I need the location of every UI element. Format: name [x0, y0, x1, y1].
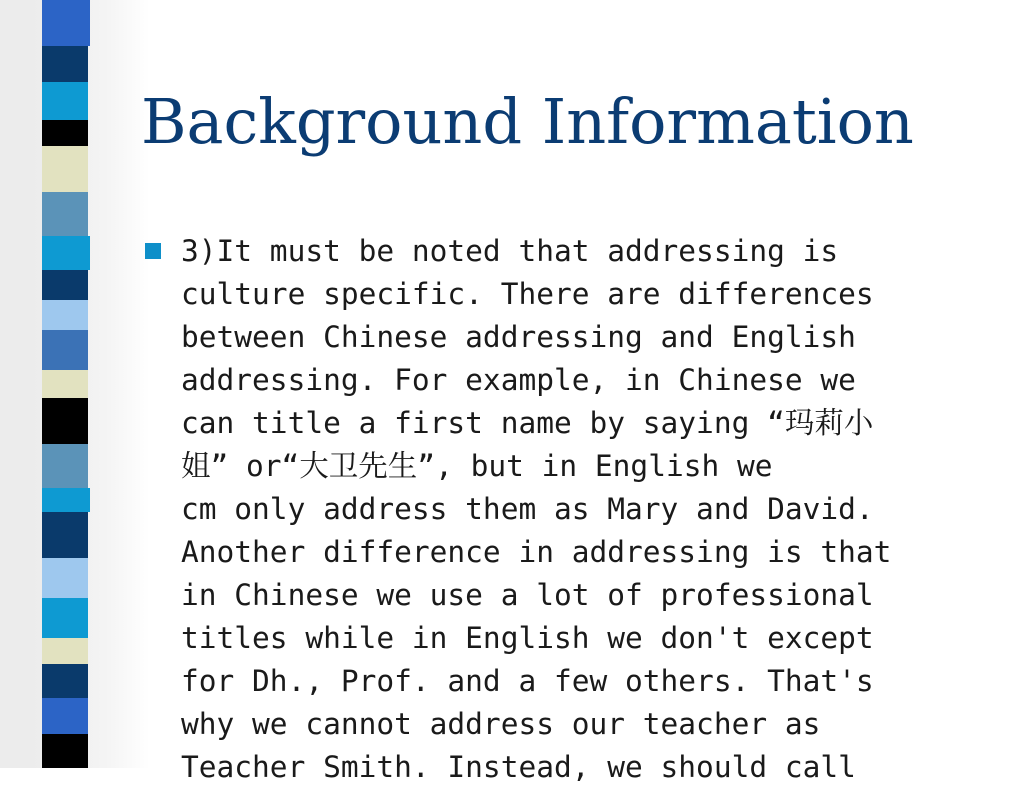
stripe-segment: [42, 444, 88, 488]
bullet-text-line: Another difference in addressing is that: [181, 535, 892, 569]
stripe-segment: [42, 0, 90, 46]
stripe-segment: [42, 734, 88, 768]
bullet-text-line: 3)It must be noted that addressing is: [181, 234, 839, 268]
stripe-segment: [42, 120, 88, 146]
bullet-text-line: 姐” or“大卫先生”, but in English we: [181, 449, 773, 483]
stripe-segment: [42, 598, 88, 638]
stripe-segment: [42, 370, 88, 398]
bullet-text-line: cm only address them as Mary and David.: [181, 492, 874, 526]
bullet-text-line: in Chinese we use a lot of professional: [181, 578, 874, 612]
bullet-text-line: Teacher Smith. Instead, we should call: [181, 750, 856, 784]
bullet-text-line: culture specific. There are differences: [181, 277, 874, 311]
stripe-segment: [42, 270, 88, 300]
bullet-text-line: why we cannot address our teacher as: [181, 707, 821, 741]
stripe-segment: [42, 300, 88, 330]
stripe-segment: [42, 146, 88, 192]
stripe-segment: [42, 638, 88, 664]
stripe-segment: [42, 664, 88, 698]
stripe-segment: [42, 488, 90, 512]
stripe-segment: [42, 512, 88, 558]
bullet-text-line: can title a first name by saying “玛莉小: [181, 406, 874, 440]
bullet-text-line: addressing. For example, in Chinese we: [181, 363, 856, 397]
stripe-segment: [42, 330, 88, 370]
stripe-segment: [42, 698, 88, 734]
bullet-text: [181, 230, 1011, 789]
stripe-segment: [42, 398, 88, 444]
stripe-segment: [42, 558, 88, 598]
bullet-text-line: for Dh., Prof. and a few others. That's: [181, 664, 874, 698]
stripe-segment: [42, 46, 88, 82]
slide-title: Background Information: [141, 85, 914, 158]
stripe-segment: [42, 82, 88, 120]
bullet-text-line: between Chinese addressing and English: [181, 320, 856, 354]
stripe-segment: [42, 192, 88, 236]
decorative-stripe-bar: [42, 0, 90, 768]
bullet-square-icon: [145, 243, 161, 259]
stripe-segment: [42, 236, 90, 270]
bullet-text-line: titles while in English we don't except: [181, 621, 874, 655]
